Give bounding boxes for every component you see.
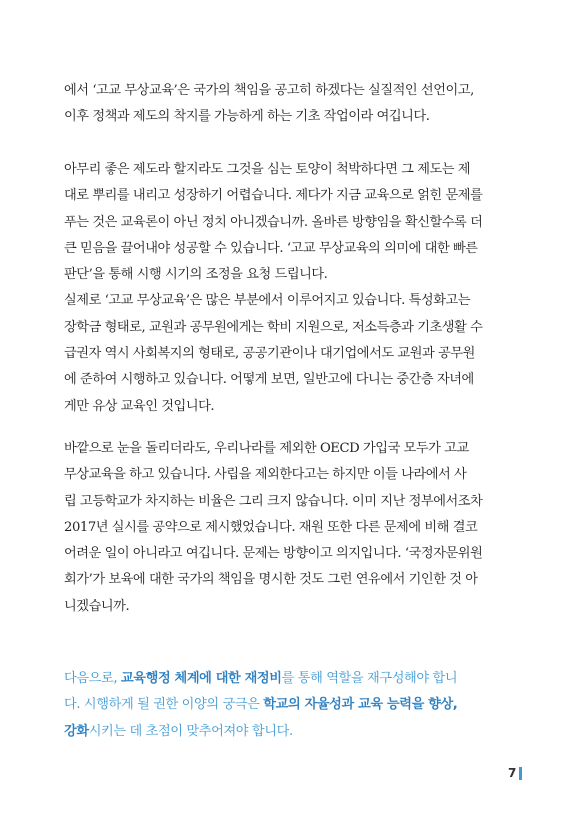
text-line: 2017년 실시를 공약으로 제시했었습니다. 재원 또한 다른 문제에 비해 결코 bbox=[64, 519, 478, 535]
emphasis-text: 강화 bbox=[64, 723, 89, 739]
text-line: 바깥으로 눈을 돌리더라도, 우리나라를 제외한 OECD 가입국 모두가 고교 bbox=[64, 441, 469, 456]
highlight-line bbox=[64, 719, 534, 745]
emphasis-text: 학교의 자율성과 교육 능력을 향상, bbox=[263, 697, 458, 713]
text-line: 대로 뿌리를 내리고 성장하기 어렵습니다. 제다가 지금 교육으로 얽힌 문제를 bbox=[64, 188, 483, 204]
text-line: 이후 정책과 제도의 착지를 가능하게 하는 기초 작업이라 여깁니다. bbox=[64, 109, 430, 125]
text-line: 큰 믿음을 끌어내야 성공할 수 있습니다. ‘고교 무상교육의 의미에 대한 빠른 bbox=[64, 240, 478, 256]
text-line: 판단’을 통해 시행 시기의 조정을 요청 드립니다. bbox=[64, 267, 328, 283]
highlight-line bbox=[64, 666, 534, 692]
page-number: 7 bbox=[508, 766, 517, 780]
text-line: 장학금 형태로, 교원과 공무원에게는 학비 지원으로, 저소득층과 기초생활 수 bbox=[64, 319, 483, 335]
text-line: 실제로 ‘고교 무상교육’은 많은 부분에서 이루어지고 있습니다. 특성화고는 bbox=[64, 293, 471, 309]
text-line: 어려운 일이 아니라고 여깁니다. 문제는 방향이고 의지입니다. ‘국정자문위원 bbox=[64, 546, 483, 562]
paragraph-1 bbox=[64, 78, 534, 131]
paragraph-3 bbox=[64, 436, 534, 620]
text-line: 회가’가 보육에 대한 국가의 책임을 명시한 것도 그런 연유에서 기인한 것 아 bbox=[64, 572, 478, 588]
highlight-paragraph bbox=[64, 666, 534, 745]
text-line: 급권자 역시 사회복지의 형태로, 공공기관이나 대기업에서도 교원과 공무원 bbox=[64, 346, 475, 362]
text-line: 게만 유상 교육인 것입니다. bbox=[64, 398, 215, 414]
line-text: 다음으로, bbox=[64, 671, 121, 686]
line-text: 다. 시행하게 될 권한 이양의 궁극은 bbox=[64, 697, 264, 713]
line-text: 를 통해 역할을 재구성해야 합니 bbox=[281, 671, 458, 686]
emphasis-text: 교육행정 체계에 대한 재정비 bbox=[120, 671, 282, 686]
text-line: 니겠습니까. bbox=[64, 598, 130, 614]
text-line: 아무리 좋은 제도라 할지라도 그것을 심는 토양이 척박하다면 그 제도는 제 bbox=[64, 162, 471, 177]
text-line: 립 고등학교가 차지하는 비율은 그리 크지 않습니다. 이미 지난 정부에서조차 bbox=[64, 493, 483, 509]
highlight-line bbox=[64, 692, 534, 718]
paragraph-2 bbox=[64, 157, 534, 420]
text-line: 에 준하여 시행하고 있습니다. 어떻게 보면, 일반고에 다니는 중간층 자녀에 bbox=[64, 372, 474, 388]
line-text: 시키는 데 초점이 맞추어져야 합니다. bbox=[88, 723, 293, 739]
text-line: 푸는 것은 교육론이 아닌 정치 아니겠습니까. 올바른 방향임을 확신할수록 더 bbox=[64, 214, 483, 230]
page-marker bbox=[519, 767, 522, 780]
text-line: 에서 ‘고교 무상교육’은 국가의 책임을 공고히 하겠다는 실질적인 선언이고, bbox=[64, 83, 474, 98]
text-line: 무상교육을 하고 있습니다. 사립을 제외한다고는 하지만 이들 나라에서 사 bbox=[64, 467, 467, 483]
